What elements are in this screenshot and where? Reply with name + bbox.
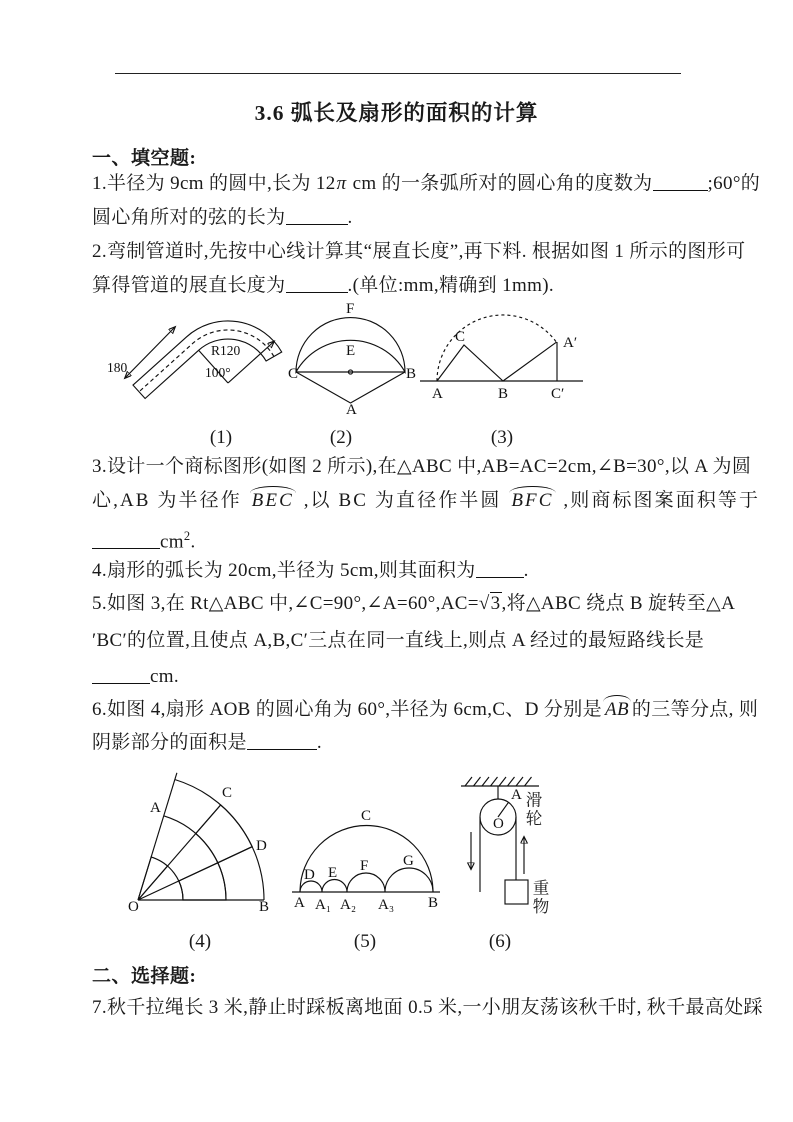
answer-blank xyxy=(286,275,348,293)
text-run: ,以 BC 为直径作半圆 xyxy=(296,490,509,511)
trademark-lines xyxy=(296,318,405,403)
point-B-label: B xyxy=(406,366,417,382)
figure-4-sector-diagram xyxy=(126,766,286,915)
figure-2-caption: (2) xyxy=(329,427,353,448)
angle-label: 100° xyxy=(205,365,231,380)
point-B-label: B xyxy=(498,386,509,402)
section-heading-choice: 二、选择题: xyxy=(92,966,197,987)
point-O-label: O xyxy=(128,899,139,915)
ceiling-hatching xyxy=(465,777,532,786)
figure-2-trademark-diagram xyxy=(288,300,417,418)
question-3-line-3 xyxy=(92,524,196,554)
point-A-label: A xyxy=(346,402,357,418)
pulley-radius xyxy=(498,802,509,817)
point-B-label: B xyxy=(428,895,439,911)
text-run: 7.秋千拉绳长 3 米,静止时踩板离地面 0.5 米,一小朋友荡该秋千时, 秋千最高处踩 xyxy=(92,997,763,1018)
text-run: 6.如图 4,扇形 AOB 的圆心角为 60°,半径为 6cm,C、D 分别是 xyxy=(92,699,602,720)
text-run: 圆心角所对的弦的长为 xyxy=(92,207,286,228)
pi-symbol: π xyxy=(336,173,347,194)
point-E-label: E xyxy=(328,865,338,881)
point-C-label: C xyxy=(288,366,299,382)
figure-5-semicircles-diagram xyxy=(292,788,442,913)
figure-1-caption: (1) xyxy=(209,427,233,448)
page-title: 3.6 弧长及扇形的面积的计算 xyxy=(254,101,539,125)
weight-block xyxy=(505,880,528,904)
answer-blank xyxy=(247,732,317,750)
text-run: . xyxy=(347,207,353,228)
pipe-outline xyxy=(125,321,282,399)
point-A-label: A xyxy=(511,787,522,803)
text-run: 4.扇形的弧长为 20cm,半径为 5cm,则其面积为 xyxy=(92,560,476,581)
point-F-label: F xyxy=(360,858,369,874)
figure-1-pipe-diagram xyxy=(103,298,293,416)
point-C-label: C xyxy=(222,785,233,801)
outer-arc xyxy=(175,780,264,901)
dim-180-label: 180 xyxy=(107,360,128,375)
question-3-line-1 xyxy=(92,455,751,479)
question-6-line-2 xyxy=(92,731,322,755)
text-run: 算得管道的展直长度为 xyxy=(92,275,286,296)
rotation-arc xyxy=(437,315,556,381)
middle-arc xyxy=(164,816,226,900)
text-run: 5.如图 3,在 Rt△ABC 中,∠C=90°,∠A=60°,AC= xyxy=(92,593,479,614)
semicircle-F xyxy=(347,873,385,892)
answer-blank xyxy=(286,207,348,225)
arc-notation: BFC xyxy=(511,490,554,511)
ray-OA xyxy=(138,773,177,900)
figure-3-rotation-diagram xyxy=(418,300,613,415)
text-run: ,将△ABC 绕点 B 旋转至△A xyxy=(501,593,736,614)
pulley-text-label: 滑轮 xyxy=(523,791,542,828)
point-A-label: A xyxy=(150,800,161,816)
figure-6-caption: (6) xyxy=(488,931,512,952)
point-C-label: C xyxy=(361,808,372,824)
question-1-line-2 xyxy=(92,206,353,230)
point-G-label: G xyxy=(403,853,414,869)
text-run: 2.弯制管道时,先按中心线计算其“展直长度”,再下料. 根据如图 1 所示的图形可 xyxy=(92,241,746,262)
superscript: 2 xyxy=(183,529,191,543)
point-A3-label: A₃ xyxy=(378,897,395,913)
weight-text-label: 重物 xyxy=(530,879,549,916)
text-run: 的三等分点, 则 xyxy=(631,699,759,720)
text-run: ,则商标图案面积等于 xyxy=(556,490,761,511)
arc-notation: AB xyxy=(604,699,629,720)
point-C-label: C xyxy=(455,329,466,345)
sector-lines xyxy=(138,773,264,900)
point-B-label: B xyxy=(259,899,270,915)
triangle-lines xyxy=(437,342,556,381)
point-E-label: E xyxy=(346,343,356,359)
radical-sign: √ xyxy=(478,593,490,614)
point-C-prime-label: C′ xyxy=(551,386,565,402)
text-run: . xyxy=(523,560,529,581)
point-A2-label: A₂ xyxy=(340,897,357,913)
header-rule xyxy=(115,73,681,74)
text-run: . xyxy=(316,732,322,753)
question-7-line-1 xyxy=(92,996,763,1020)
text-run: 3.设计一个商标图形(如图 2 所示),在△ABC 中,AB=AC=2cm,∠B=30°,以 A 为圆 xyxy=(92,456,752,477)
text-run: .(单位:mm,精确到 1mm). xyxy=(347,275,555,296)
text-run: 1.半径为 9cm 的圆中,长为 12 xyxy=(92,173,336,194)
question-6-line-1 xyxy=(92,698,758,722)
answer-blank xyxy=(653,173,708,191)
radicand: 3 xyxy=(490,593,501,614)
point-A-label: A xyxy=(432,386,443,402)
answer-blank xyxy=(92,531,160,549)
answer-blank xyxy=(92,666,150,684)
figure-5-caption: (5) xyxy=(353,931,377,952)
text-run: 阴影部分的面积是 xyxy=(92,732,247,753)
answer-blank xyxy=(476,560,524,578)
rotation-lines xyxy=(420,315,583,381)
text-run: 心,AB 为半径作 xyxy=(92,490,249,511)
figure-3-caption: (3) xyxy=(490,427,514,448)
question-3-line-2 xyxy=(92,489,760,513)
question-2-line-2 xyxy=(92,274,554,298)
question-5-line-1 xyxy=(92,592,735,616)
ray-OC xyxy=(138,805,221,900)
ray-OD xyxy=(138,847,252,900)
question-5-line-2 xyxy=(92,629,704,653)
triangle-sides xyxy=(296,372,405,403)
point-D-label: D xyxy=(256,838,267,854)
question-1-line-1 xyxy=(92,172,760,196)
point-A-prime-label: A′ xyxy=(563,335,578,351)
point-F-label: F xyxy=(346,301,355,317)
section-heading-fill-in: 一、填空题: xyxy=(92,148,197,169)
text-run: cm 的一条弧所对的圆心角的度数为 xyxy=(347,173,653,194)
text-run: . xyxy=(190,531,196,553)
question-4-line-1 xyxy=(92,559,529,583)
question-5-line-3 xyxy=(92,665,179,689)
question-2-line-1 xyxy=(92,240,745,264)
semicircle-G xyxy=(385,868,433,892)
point-D-label: D xyxy=(304,867,315,883)
radius-label: R120 xyxy=(211,343,241,358)
figure-4-caption: (4) xyxy=(188,931,212,952)
text-run: cm xyxy=(160,531,184,553)
text-run: ;60°的 xyxy=(707,173,761,194)
point-A1-label: A₁ xyxy=(315,897,332,913)
semicircle-E xyxy=(322,880,347,893)
text-run: ′BC′的位置,且使点 A,B,C′三点在同一直线上,则点 A 经过的最短路线长是 xyxy=(92,630,705,651)
text-run: cm. xyxy=(150,666,180,687)
point-O-label: O xyxy=(493,816,504,832)
arc-notation: BEC xyxy=(251,490,294,511)
point-A-label: A xyxy=(294,895,305,911)
